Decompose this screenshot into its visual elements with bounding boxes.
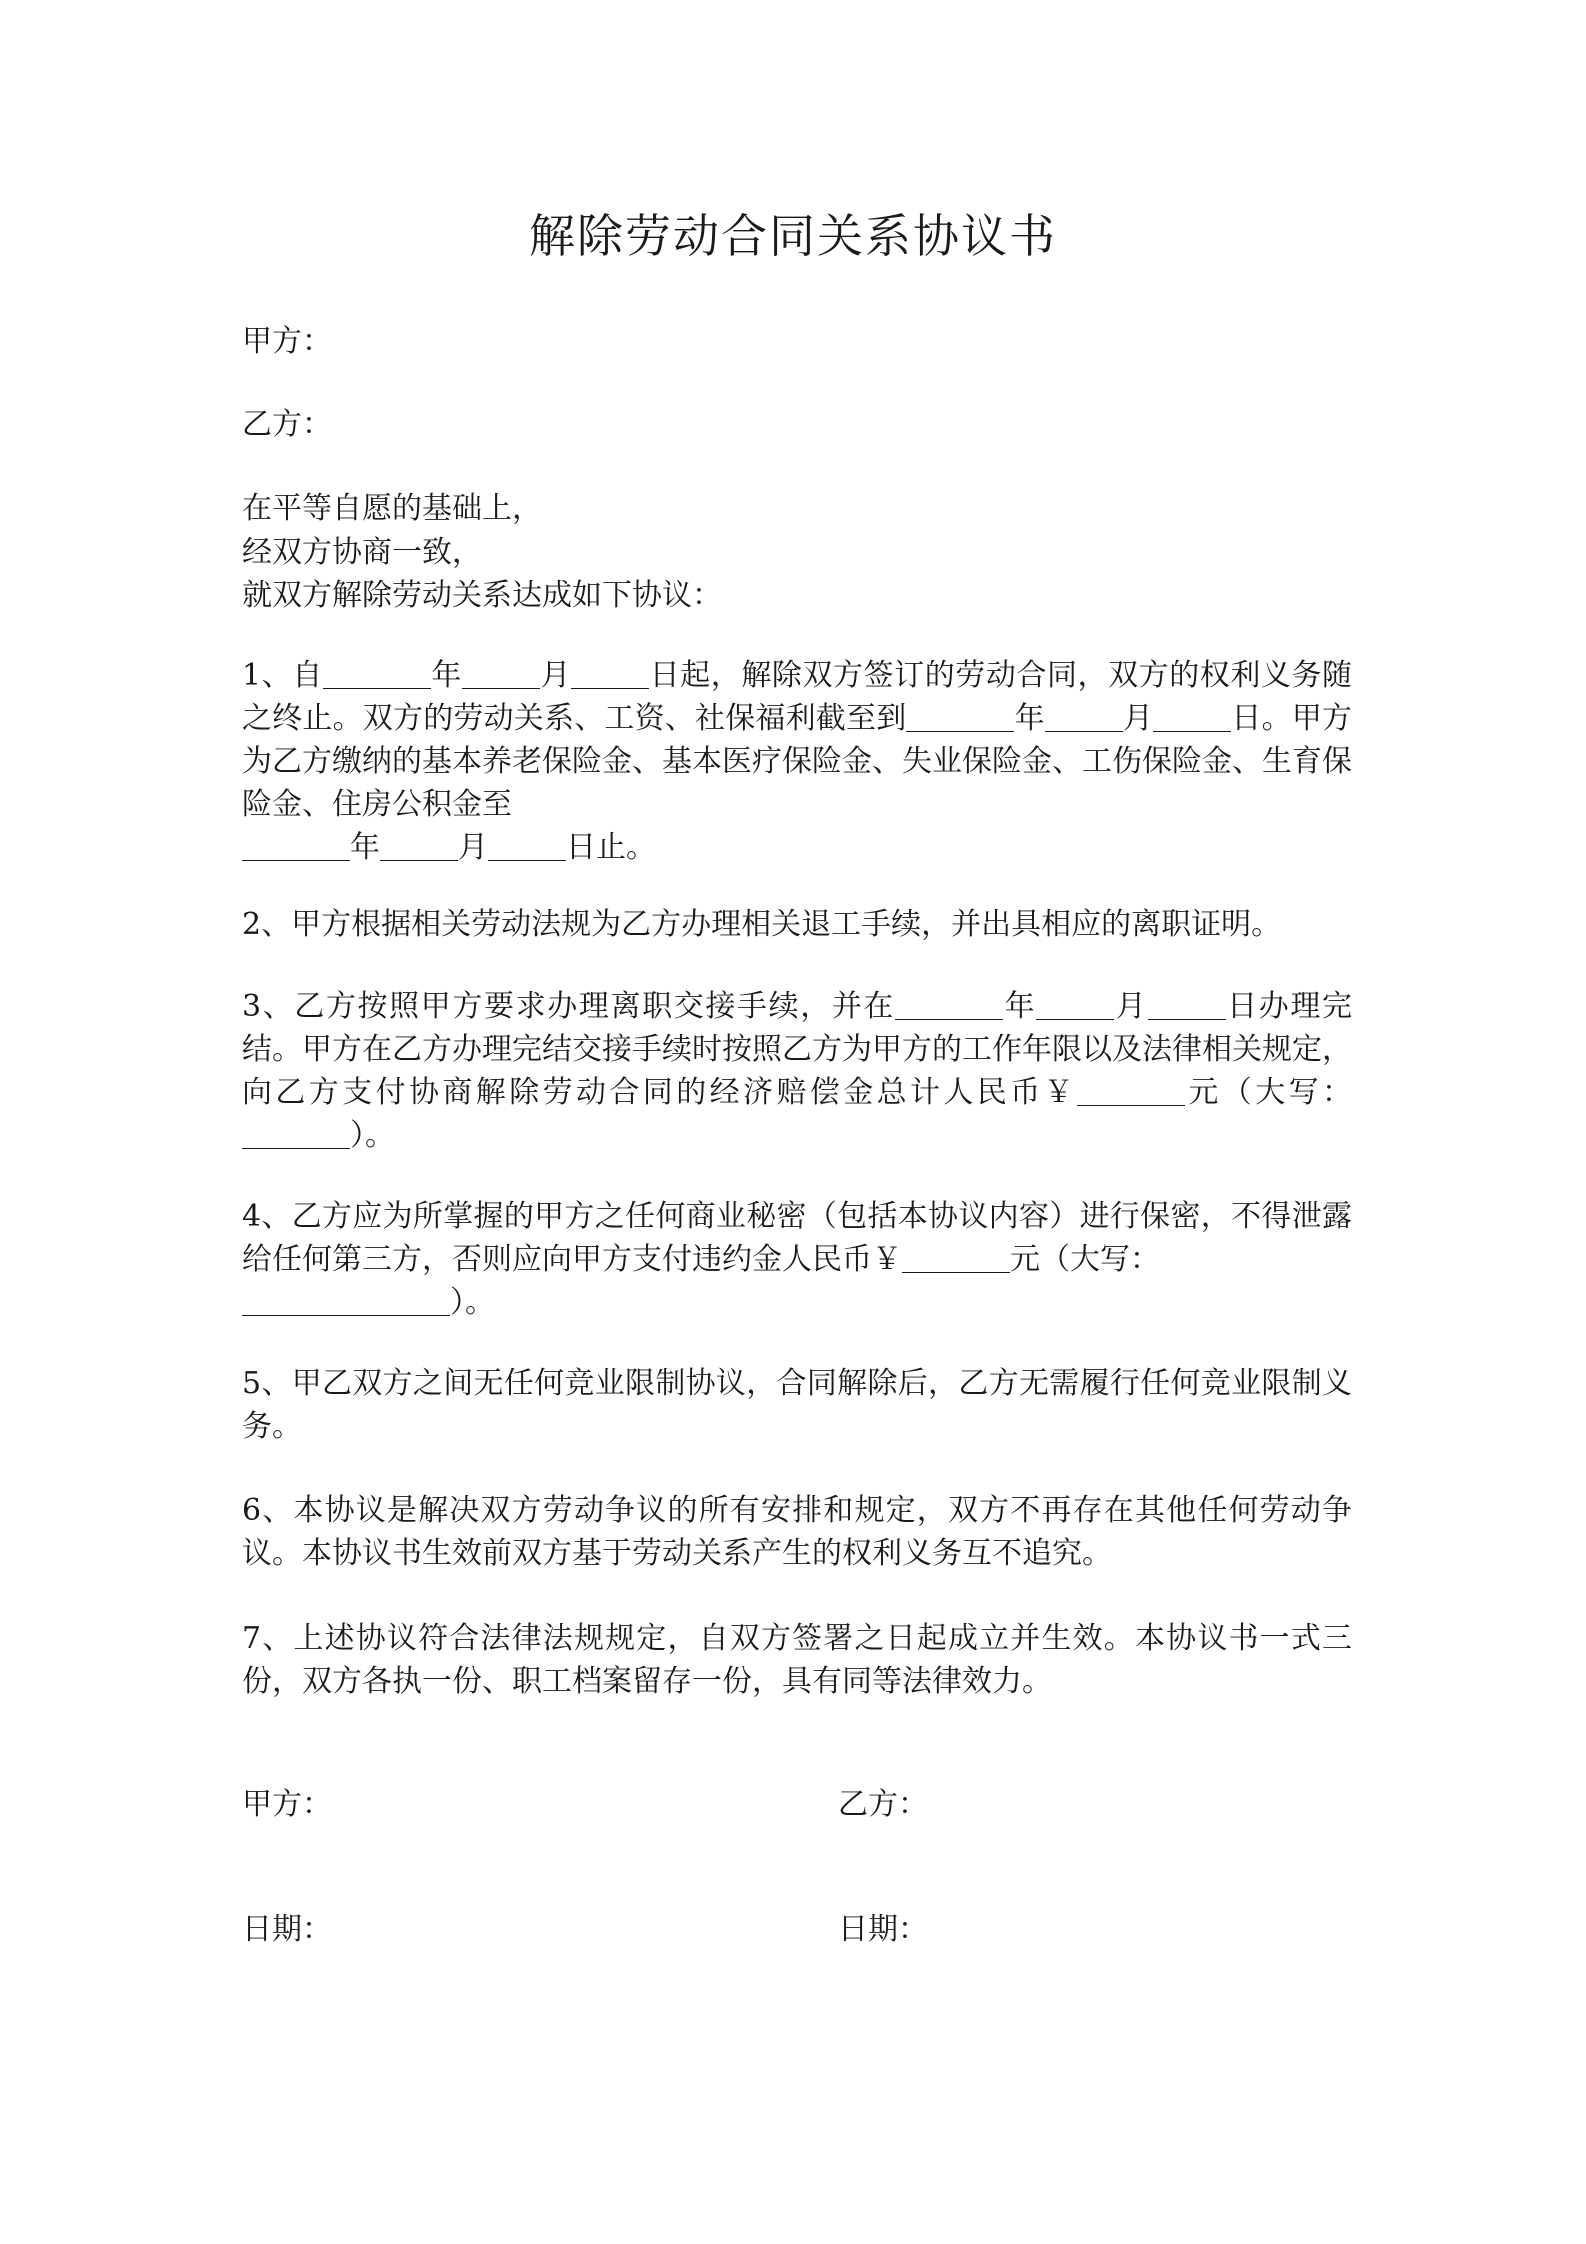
signature-date-b: 日期： xyxy=(838,1912,928,1947)
blank-field[interactable] xyxy=(380,830,458,861)
clause-5: 5、甲乙双方之间无任何竞业限制协议，合同解除后，乙方无需履行任何竞业限制义务。 xyxy=(242,1366,1352,1444)
clause-6: 6、本协议是解决双方劳动争议的所有安排和规定，双方不再存在其他任何劳动争议。本协议书生效前双方基于劳动关系产生的权利义务互不追究。 xyxy=(242,1493,1352,1571)
preamble-line-3: 就双方解除劳动关系达成如下协议： xyxy=(242,578,722,613)
signature-party-a: 甲方： xyxy=(242,1787,332,1822)
preamble-line-1: 在平等自愿的基础上， xyxy=(242,491,542,526)
signature-party-b: 乙方： xyxy=(838,1787,928,1822)
clause-3: 3、乙方按照甲方要求办理离职交接手续，并在 年 月 日办理完结。甲方在乙方办理完结交接手续时按照乙方为甲方的工作年限以及法律相关规定，向乙方支付协商解除劳动合同的经济赔偿金总计人民币￥ 元（大写：）。 xyxy=(242,989,1353,1153)
blank-field[interactable] xyxy=(242,1285,450,1316)
blank-field[interactable] xyxy=(1148,989,1226,1020)
blank-field[interactable] xyxy=(902,1242,1010,1273)
blank-field[interactable] xyxy=(571,658,649,689)
clause-7: 7、上述协议符合法律法规规定，自双方签署之日起成立并生效。本协议书一式三份，双方各执一份、职工档案留存一份，具有同等法律效力。 xyxy=(242,1621,1352,1699)
signature-date-a: 日期： xyxy=(242,1912,332,1947)
blank-field[interactable] xyxy=(488,830,566,861)
party-b-label: 乙方： xyxy=(242,407,332,442)
blank-field[interactable] xyxy=(242,830,350,861)
blank-field[interactable] xyxy=(895,989,1003,1020)
blank-field[interactable] xyxy=(906,701,1014,732)
blank-field[interactable] xyxy=(1153,701,1231,732)
blank-field[interactable] xyxy=(242,1118,350,1149)
blank-field[interactable] xyxy=(1036,989,1114,1020)
blank-field[interactable] xyxy=(323,658,431,689)
preamble-line-2: 经双方协商一致， xyxy=(242,535,482,570)
blank-field[interactable] xyxy=(462,658,540,689)
clause-2: 2、甲方根据相关劳动法规为乙方办理相关退工手续，并出具相应的离职证明。 xyxy=(242,907,1282,942)
party-a-label: 甲方： xyxy=(242,324,332,359)
clause-4: 4、乙方应为所掌握的甲方之任何商业秘密（包括本协议内容）进行保密，不得泄露给任何第三方，否则应向甲方支付违约金人民币￥ 元（大写： ）。 xyxy=(242,1199,1352,1320)
blank-field[interactable] xyxy=(1077,1075,1185,1106)
document-title: 解除劳动合同关系协议书 xyxy=(529,209,1057,263)
blank-field[interactable] xyxy=(1045,701,1123,732)
clause-1: 1、自 年 月 日起，解除双方签订的劳动合同，双方的权利义务随之终止。双方的劳动关系、工资、社保福利截至到 年 月 日。甲方为乙方缴纳的基本养老保险金、基本医疗保险金、失业保险金、工伤保险金、生育保险金、住房公积金至 年 月 日止。 xyxy=(242,658,1353,865)
